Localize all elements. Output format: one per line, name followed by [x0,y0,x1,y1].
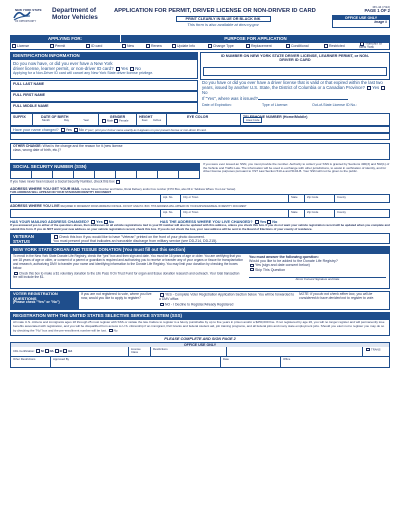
trans-field [363,347,389,356]
home-changed-yes-label: Yes [259,219,267,224]
cdl-ea-label: EA [68,348,73,353]
mail-state-input[interactable] [289,195,305,202]
option-update-info: Update Info [177,44,196,49]
voter-note: NOTE: If you do not check either box, you will be considered to have decided not to register to vote. [299,292,375,301]
organ-yes-checkbox[interactable] [250,264,254,268]
live-apt-label: Apt. No. [163,209,174,214]
telephone-field[interactable] [241,114,389,125]
eye-color-field[interactable] [167,114,241,125]
suffix-label: SUFFIX [13,115,26,120]
organ-would-you: Would you like to be added to the Donate Life Registry? [249,259,338,264]
renew-checkbox[interactable] [146,44,150,48]
mail-apt-input[interactable] [161,195,181,202]
option-transfer: Transfer to New York [359,41,382,50]
approved-by-field[interactable] [51,357,221,367]
gender-field [99,114,137,125]
cdl-ei-checkbox[interactable] [55,349,59,353]
voter-box [78,291,390,310]
name-and-otherstate [10,80,390,113]
option-change-type: Change Type [213,44,234,49]
out-state-number-field[interactable] [312,103,388,107]
option-replacement: Replacement [251,44,272,49]
veteran-box [50,233,390,244]
restrictions-field[interactable] [151,347,227,356]
id-number-label: ID NUMBER ON NEW YORK STATE DRIVER LICENSE, LEARNER PERMIT, or NON-DRIVER ID CARD [220,54,370,63]
out-state-label: Out-of-State License ID No.: [312,102,358,107]
other-state-question [200,80,390,113]
mail-address-note: Include Street Number and Name, Rural Delivery and/or box number (If PO Box, also fill in "Address Where You Live" below) [81,186,236,191]
dob-year: Year [83,118,89,123]
mail-address-section [10,187,390,203]
if-yes-label: If "Yes", where was it issued? [202,95,258,101]
other-change-row [10,143,390,160]
identification-section [10,52,390,80]
office-blank-field [227,347,363,356]
image-number-label: Image # [374,20,387,25]
logo-bottom-text: OF OPPORTUNITY [15,20,37,23]
name-changed-question: Have your name changed? [13,128,59,133]
other-restrictions-field[interactable] [11,357,51,367]
veteran-text1: Check this box if you would like to have "Veteran" printed on the front of your photo document. [59,235,205,240]
voter-sub: (Please check "Yes" or "No") [13,300,60,305]
male-checkbox[interactable] [102,119,106,123]
live-address-note: REQUIRED IF DIFFERENT FROM ADDRESS FOR MAIL. DO NOT GIVE P.O. BOX. THIS ADDRESS WILL APPEAR ON YOUR ENHANCED/REAL ID IDENTITY DOCUMENT [60,204,247,208]
selective-header: REGISTRATION WITH THE UNITED STATES SELECTIVE SERVICE SYSTEM (SSS) [10,312,390,319]
dob-field[interactable] [33,114,99,125]
type-license-field[interactable] [262,103,312,107]
cdl-ni-checkbox[interactable] [36,349,40,353]
cdl-cert-label: CDL Certification: [13,348,35,353]
organ-answer-question: You must answer the following question: [249,255,319,260]
organ-skip-checkbox[interactable] [250,268,254,272]
organ-skip-label: Skip This Question [255,267,286,272]
expiration-date-field[interactable] [202,103,262,107]
logo-top-text: NEW YORK STATE [15,8,42,12]
option-license: License [17,44,30,49]
other-restrictions-label: Other Restrictions [13,356,36,361]
if-yes-input[interactable] [258,99,348,100]
online-note: This form is also available at dmv.ny.gov [187,22,259,28]
no-ssn-checkbox[interactable] [116,180,120,184]
mail-changed-question: HAS YOUR MAILING ADDRESS CHANGED? [10,219,90,224]
selective-no-checkbox[interactable] [109,329,113,333]
mail-county-label: County [337,194,346,199]
identification-header: IDENTIFICATION INFORMATION [10,52,198,59]
mail-apt-label: Apt. No. [163,194,174,199]
applying-for-row [10,35,390,42]
voter-no-text: NO - I Decline to Register/Already Registered [165,302,234,307]
mail-city-label: City or Town [183,194,199,199]
license-checkbox[interactable] [12,44,16,48]
department-name [52,6,114,34]
change-type-checkbox[interactable] [208,44,212,48]
address-changed-note: If you answered yes to either of the questions above, then addresses on all vehicle registrations tied to your ID number will also be updated with this address, unless you check this box. If you do not want your vehicle registration record will be updated when you complete and submit this form. If you do NOT want your new address on your vehicle registration record, check this box. If you do not check the box, your new address will be sent to the Board of Elections of your county of residence. [10,223,390,231]
office-field[interactable] [281,357,389,367]
dept-line1: Department of [52,7,97,14]
name-changed-note: If "yes", print your former name exactly as it appears on your present license or non-driver ID card. [84,128,207,133]
expiration-label: Date of Expiration: [202,102,232,107]
veteran-text2: You must present proof that indicates an honorable discharge from military service (see DD-214, DD-215). [53,239,218,244]
home-changed-question: HAS THE ADDRESS WHERE YOU LIVE CHANGED? [160,219,253,224]
mail-county-input[interactable] [335,195,389,202]
mail-zip-input[interactable] [305,195,335,202]
personal-details-row [10,113,390,126]
eye-color-label: EYE COLOR [187,115,209,120]
name-changed-row [10,126,390,133]
organ-header: NEW YORK STATE ORGAN AND TISSUE DONATION (You must fill out this section) [10,246,390,253]
donation-text: Check this box to make a $1 voluntary donation to the Life Pass It On Trust Fund for organ and tissue donation research and outreach. Your total transaction fee will include the $1. [13,271,240,279]
live-apt-input[interactable] [161,210,181,217]
approved-by-label: Approved By [53,356,70,361]
cdl-ea-checkbox[interactable] [63,349,67,353]
ssn-section [10,163,390,185]
mail-address-label: ADDRESS WHERE YOU GET YOUR MAIL [10,186,81,191]
mail-state-label: State [291,194,298,199]
donor-signature-label: Donor Consent Signature and Date [295,276,340,281]
name-changed-yes: Yes [65,128,72,133]
dob-label: DATE OF BIRTH [41,115,69,120]
middle-name-label: FULL MIDDLE NAME [13,104,49,109]
no-ssn-label: If you have never been issued a Social Security Number, check this box [10,179,115,184]
live-state-input[interactable] [289,210,305,217]
male-label: Male [107,118,114,123]
print-note: PRINT CLEARLY IN BLUE OR BLACK INK [176,16,271,22]
permit-checkbox[interactable] [50,44,54,48]
q1-note: Applying for a Non-Driver ID card will cancel any New York State driver license privilege. [13,71,154,76]
update-info-checkbox[interactable] [172,44,176,48]
office-use-footer [10,342,390,368]
mail-street-input[interactable] [11,195,161,202]
live-address-row [10,209,390,218]
option-new: New [127,44,135,49]
veteran-section [10,233,390,244]
name-changed-no: No [78,128,84,133]
suffix-field[interactable] [11,114,33,125]
please-sign-note: PLEASE COMPLETE AND SIGN PAGE 2 [164,337,236,342]
selective-no-label: No [113,328,118,333]
live-state-label: State [291,209,298,214]
dept-line2: Motor Vehicles [52,13,98,21]
live-county-input[interactable] [335,210,389,217]
height-inches: Inches [152,118,162,123]
live-address-section [10,204,390,218]
gender-label: GENDER [109,115,126,120]
veteran-header: VETERAN STATUS [10,233,50,244]
live-zip-label: Zip Code [307,209,319,214]
ssn-note: If you were ever issued an SSN, you must provide the number. Authority to collect your SSN is granted by Sections 490(3) and 502(1) of the Vehicle and Traffic Law. The information will be used to exchange with other jurisdictions, to assist in verification of identity, and for driver license purposes pursuant to VST Law Section 510-a and 5104-B. Your SSN will not be given to the public. [203,162,390,174]
other-change-input[interactable] [131,144,389,159]
license-class-label: License Class [131,346,141,354]
first-name-label: FULL FIRST NAME [13,93,46,98]
selective-box [10,319,390,336]
q1-line2: driver license, learner permit, or non-driver ID card? [13,66,114,72]
title-block [114,6,332,34]
other-change-note: What is the change and the reason for it (new license class, wrong date of birth, etc.)? [13,144,123,152]
former-name-input[interactable] [10,133,390,140]
office-use-footer-label: OFFICE USE ONLY [11,343,389,347]
live-zip-input[interactable] [305,210,335,217]
first-name-field[interactable] [10,91,198,102]
last-name-label: FULL LAST NAME [13,82,45,87]
cdl-cert-field [11,347,129,356]
voter-section [10,291,390,310]
mail-city-input[interactable] [181,195,289,202]
cdl-ni-label: NI [40,348,44,353]
nys-logo [10,6,52,34]
trans-label: TRANS [371,347,381,352]
new-checkbox[interactable] [122,44,126,48]
applying-options [10,42,390,50]
q1-no: No [135,66,141,72]
live-address-label: ADDRESS WHERE YOU LIVE [10,203,60,208]
q2-yes: Yes [372,85,380,90]
applying-for-header: APPLYING FOR: [10,35,120,42]
mail-zip-label: Zip Code [307,194,319,199]
form-title: APPLICATION FOR PERMIT, DRIVER LICENSE OR NON-DRIVER ID CARD [114,8,316,14]
id-number-box [200,52,390,80]
header [10,6,390,34]
height-feet: Feet [141,118,148,123]
voter-header-text: VOTER REGISTRATION QUESTIONS [13,291,58,301]
voter-yes-text: YES - Complete Voter Registration Application Section below. You will be forwarded to a DMV office. [159,292,295,301]
female-label: Female [119,118,129,123]
license-class-field[interactable] [129,347,151,356]
mail-changed-no-label: No [108,219,114,224]
height-label: HEIGHT [139,115,153,120]
telephone-label: TELEPHONE NUMBER (Home/Mobile) [243,115,308,120]
name-changed-yes-checkbox[interactable] [61,128,65,132]
q1-yes: Yes [120,66,128,72]
name-changed-no-checkbox[interactable] [74,128,78,132]
type-license-label: Type of License: [262,102,289,107]
cdl-na-label: NA [49,348,54,353]
mail-changed-yes-label: Yes [96,219,103,224]
cdl-ei-label: EI [59,348,63,353]
organ-section [10,253,390,289]
q1-line1: Do you now have, or did you ever have a New York [13,61,113,67]
live-county-label: County [337,209,346,214]
female-checkbox[interactable] [114,119,118,123]
voter-no-checkbox[interactable] [160,303,164,307]
voter-header [10,291,78,310]
date-field[interactable] [221,357,281,367]
restricted-checkbox[interactable] [324,44,328,48]
restrictions-label: Restrictions [153,346,168,351]
option-permit: Permit [55,44,66,49]
ssn-input[interactable] [10,170,200,179]
trans-checkbox[interactable] [366,348,370,352]
option-restricted: Restricted [329,44,345,49]
q2-text: Do you have or did you ever have a driver license that is valid or that expired within the last two years, issued by another U.S. State, the District of Columbia or a Canadian Province? [202,80,383,90]
middle-name-field[interactable] [10,102,198,113]
cdl-na-checkbox[interactable] [45,349,49,353]
height-field[interactable] [137,114,167,125]
nys-license-question [10,59,198,79]
dob-month: Month [42,118,50,123]
organ-text: To enroll in the New York State Donate Life Registry, check the "yes" box and then sign and date. You must be 16 years of age or older. You are certifying that you are 18 years of age or older, or consent of a parent or guardian is required and authorizing you to receive or transfer any of your organs or tissue for transplantation and research, authorizing DMV to transfer your name and identifying information to the Donate Life Registry. You may limit your donation by checking the boxes below. [13,254,243,270]
option-renew: Renew [151,44,162,49]
other-change-label: OTHER CHANGE: [13,144,42,149]
page-number: PAGE 1 OF 2 [364,8,390,14]
area-code-label: Area Code [243,117,262,123]
form-number: MV-44 (7/22) [372,5,390,9]
date-label: Date [223,356,229,361]
office-label: Office [283,356,291,361]
mail-address-appear: THIS ADDRESS WILL APPEAR ON YOUR STANDARD IDENTITY DOCUMENT [10,189,112,194]
office-box [332,6,390,34]
purpose-header: PURPOSE FOR APPLICATION [121,35,390,42]
live-city-label: City or Town [183,209,199,214]
dob-day: Day [64,118,70,123]
replacement-checkbox[interactable] [246,44,250,48]
mail-address-row [10,194,390,203]
ssn-header: SOCIAL SECURITY NUMBER (SSN) [10,163,200,170]
conditional-checkbox[interactable] [286,44,290,48]
voter-question: If you are not registered to vote, where you live now, would you like to apply to register? [81,292,152,301]
live-street-input[interactable] [11,210,161,217]
id-card-checkbox[interactable] [86,44,90,48]
option-id-card: ID card [91,44,103,49]
organ-yes-label: Yes (sign and date consent below) [255,263,310,268]
office-use-label: OFFICE USE ONLY [333,16,389,20]
home-changed-no-label: No [272,219,278,224]
live-city-input[interactable] [181,210,289,217]
q2-no-checkbox[interactable] [381,86,385,90]
id-number-input[interactable] [203,67,387,76]
q2-no: No [202,89,208,95]
last-name-field[interactable] [10,80,198,91]
option-conditional: Conditional [291,44,309,49]
other-change-label-block [11,144,131,159]
selective-text: All male U.S. citizens and immigrants ages 18 through 25 must register with SSS or violate the law. Failure to register is a felony punishable by up to five years in prison and/or a $250,000 fine. If not registered by age 26, you will no longer register and will permanently lose benefits associated with registration, and you will be disqualified from access to U.S. citizenship if an immigrant, Pell Grants and federal student aid, job training programs, and all federal jobs and many state employment jobs. Should you elect not to register you may do so by checking the "No" box and the pre-enrollment number will be lost. [13,320,385,333]
q2-yes-checkbox[interactable] [367,86,371,90]
